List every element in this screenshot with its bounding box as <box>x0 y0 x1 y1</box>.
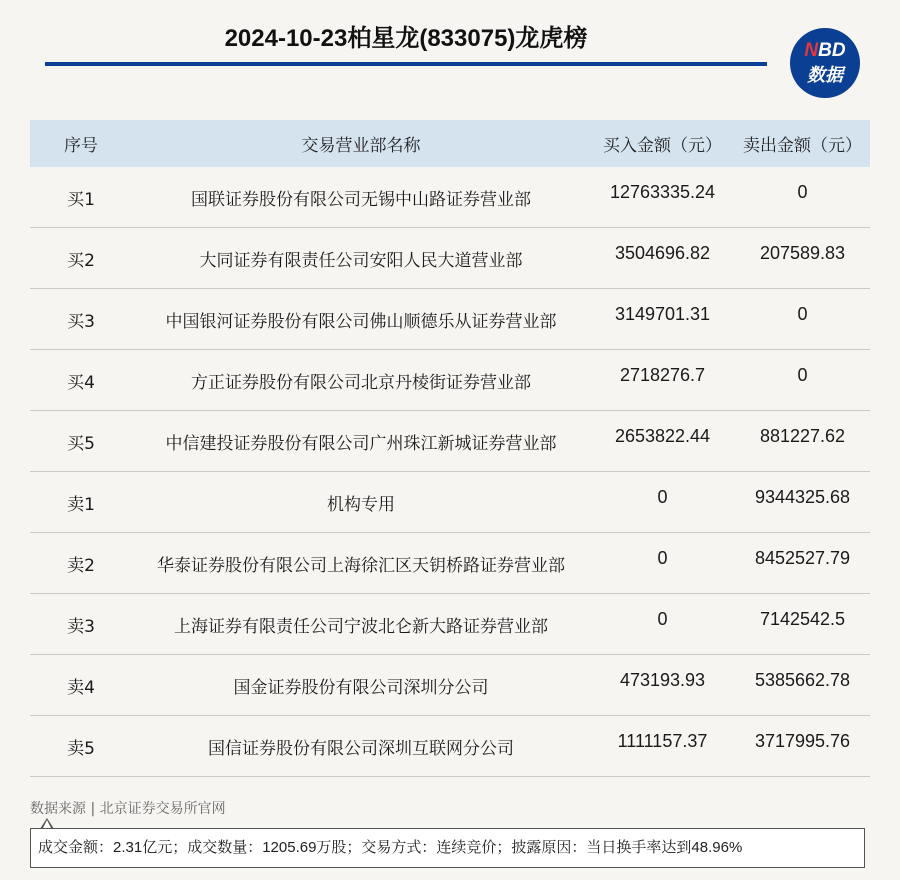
col-header-broker: 交易营业部名称 <box>301 136 421 156</box>
cell-sell-amount: 881227.62 <box>759 425 846 446</box>
trade-summary-note: 成交金额：2.31亿元；成交数量：1205.69万股；交易方式：连续竞价；披露原因：当日换手率达到48.96% <box>30 828 865 868</box>
cell-rank: 买2 <box>67 250 95 271</box>
cell-rank: 买4 <box>67 372 95 393</box>
page-header <box>0 0 900 110</box>
cell-buy-amount: 12763335.24 <box>609 181 716 202</box>
table-row <box>30 716 870 777</box>
table-row <box>30 472 870 533</box>
dragon-tiger-table <box>30 120 870 777</box>
cell-rank: 卖2 <box>67 555 95 576</box>
cell-buy-amount: 1111157.37 <box>617 730 708 751</box>
cell-buy-amount: 3504696.82 <box>614 242 711 263</box>
table-row <box>30 533 870 594</box>
logo-text-bottom: 数据 <box>807 65 843 85</box>
cell-buy-amount: 0 <box>657 547 668 568</box>
cell-broker-name: 国信证券股份有限公司深圳互联网分公司 <box>208 738 514 759</box>
cell-sell-amount: 207589.83 <box>759 242 846 263</box>
table-row <box>30 167 870 228</box>
logo-letter-n: N <box>804 40 819 61</box>
cell-broker-name: 大同证券有限责任公司安阳人民大道营业部 <box>199 250 523 271</box>
cell-broker-name: 华泰证券股份有限公司上海徐汇区天钥桥路证券营业部 <box>157 555 565 576</box>
cell-rank: 卖3 <box>67 616 95 637</box>
page-title: 2024-10-23柏星龙(833075)龙虎榜 <box>224 25 588 52</box>
cell-buy-amount: 2653822.44 <box>614 425 711 446</box>
cell-sell-amount: 8452527.79 <box>754 547 851 568</box>
cell-buy-amount: 0 <box>657 608 668 629</box>
col-header-rank: 序号 <box>64 136 98 156</box>
col-header-buy: 买入金额（元） <box>603 136 722 156</box>
cell-rank: 买3 <box>67 311 95 332</box>
cell-rank: 买1 <box>67 189 95 210</box>
cell-broker-name: 中国银河证券股份有限公司佛山顺德乐从证券营业部 <box>165 311 557 332</box>
nbd-logo <box>790 28 860 98</box>
cell-rank: 卖5 <box>67 738 95 759</box>
table-row <box>30 411 870 472</box>
cell-sell-amount: 0 <box>797 364 808 385</box>
cell-broker-name: 方正证券股份有限公司北京丹棱街证券营业部 <box>191 372 531 393</box>
col-header-sell: 卖出金额（元） <box>743 136 862 156</box>
table-row <box>30 289 870 350</box>
data-source: 数据来源 | 北京证券交易所官网 <box>30 801 226 817</box>
cell-sell-amount: 7142542.5 <box>759 608 846 629</box>
cell-sell-amount: 0 <box>797 181 808 202</box>
logo-text-top <box>790 40 860 62</box>
table-header <box>30 120 870 167</box>
table-row <box>30 594 870 655</box>
cell-sell-amount: 9344325.68 <box>754 486 851 507</box>
cell-broker-name: 国联证券股份有限公司无锡中山路证券营业部 <box>191 189 531 210</box>
cell-broker-name: 国金证券股份有限公司深圳分公司 <box>233 677 489 698</box>
table-row <box>30 228 870 289</box>
cell-broker-name: 机构专用 <box>327 494 395 515</box>
cell-broker-name: 上海证券有限责任公司宁波北仑新大路证券营业部 <box>174 616 548 637</box>
cell-sell-amount: 5385662.78 <box>754 669 851 690</box>
title-divider <box>45 62 767 66</box>
cell-rank: 买5 <box>67 433 95 454</box>
cell-sell-amount: 0 <box>797 303 808 324</box>
cell-rank: 卖4 <box>67 677 95 698</box>
cell-rank: 卖1 <box>67 494 95 515</box>
logo-letters-bd: BD <box>818 40 846 61</box>
cell-broker-name: 中信建投证券股份有限公司广州珠江新城证券营业部 <box>165 433 557 454</box>
cell-buy-amount: 3149701.31 <box>614 303 711 324</box>
table-row <box>30 655 870 716</box>
cell-buy-amount: 473193.93 <box>619 669 706 690</box>
table-row <box>30 350 870 411</box>
cell-sell-amount: 3717995.76 <box>754 730 851 751</box>
cell-buy-amount: 0 <box>657 486 668 507</box>
table-body <box>30 167 870 777</box>
cell-buy-amount: 2718276.7 <box>619 364 706 385</box>
